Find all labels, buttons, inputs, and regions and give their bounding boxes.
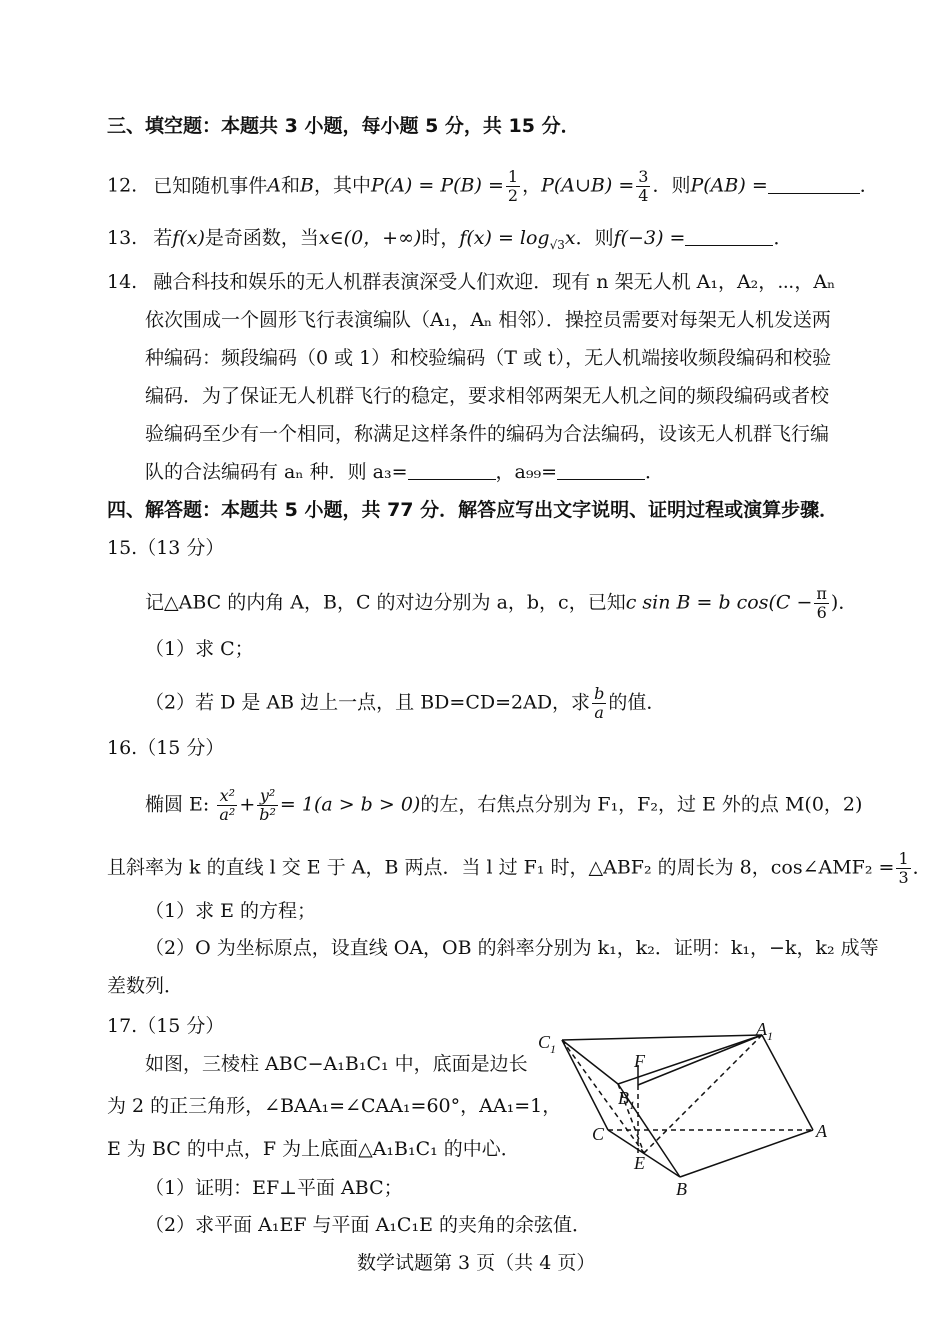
q15-part-2-text: （2）若 D 是 AB 边上一点，且 BD=CD=2AD，求 bbox=[145, 691, 591, 714]
q16-condition: = 1(a > b > 0) bbox=[279, 793, 421, 816]
q16-stem-text-2: 的左，右焦点分别为 F₁，F₂，过 E 外的点 M(0，2) bbox=[420, 793, 863, 816]
edge-f-a1 bbox=[638, 1035, 762, 1085]
q14-text-a99: ，a₉₉= bbox=[495, 461, 558, 483]
q13-x: x bbox=[564, 227, 576, 249]
q17-part-1: （1）证明：EF⊥平面 ABC； bbox=[145, 1177, 403, 1199]
q12-text-2: ，其中 bbox=[314, 174, 372, 197]
q15-number: 15.（13 分） bbox=[107, 537, 225, 559]
section-4-header: 四、解答题：本题共 5 小题，共 77 分．解答应写出文字说明、证明过程或演算步骤． bbox=[107, 499, 839, 521]
q13-text-2: 是奇函数，当 bbox=[204, 227, 319, 249]
question-14-line-4: 编码．为了保证无人机群飞行的稳定，要求相邻两架无人机之间的频段编码或者校 bbox=[145, 385, 830, 407]
edge-e-a1-hidden bbox=[644, 1035, 762, 1153]
q16-line-2-text: 且斜率为 k 的直线 l 交 E 于 A，B 两点．当 l 过 F₁ 时，△ABF₂ 的周长为 8，cos∠AMF₂ = bbox=[107, 856, 895, 879]
q17-line-3: E 为 BC 的中点，F 为上底面△A₁B₁C₁ 的中心． bbox=[107, 1138, 520, 1160]
q12-comma: ， bbox=[522, 174, 542, 197]
q13-end: ． bbox=[773, 227, 793, 249]
q15-part-2-end: 的值． bbox=[608, 691, 666, 714]
q14-a99-answer-blank[interactable] bbox=[557, 461, 645, 480]
label-c: C bbox=[592, 1124, 605, 1144]
q15-b-over-a: $\frac{b}{a}$ bbox=[594, 684, 605, 722]
q12-expr-1: P(A) = P(B) = bbox=[371, 174, 504, 197]
q14-end: ． bbox=[645, 461, 665, 483]
q14-text-1: 融合科技和娱乐的无人机群表演深受人们欢迎．现有 n 架无人机 A₁，A₂，⋯，Aₙ bbox=[153, 271, 836, 293]
q16-plus: + bbox=[239, 793, 256, 816]
question-14-line-5: 验编码至少有一个相同，称满足这样条件的编码为合法编码，设该无人机群飞行编 bbox=[145, 423, 830, 445]
q13-ask: f(−3) = bbox=[613, 227, 686, 249]
label-c1: $C_1$ bbox=[538, 1032, 557, 1056]
edge-a1-a bbox=[762, 1035, 813, 1130]
q12-event-b: B bbox=[300, 174, 314, 197]
q16-number: 16.（15 分） bbox=[107, 737, 225, 759]
q12-text: 已知随机事件 bbox=[153, 174, 268, 197]
page-footer: 数学试题第 3 页（共 4 页） bbox=[357, 1252, 596, 1274]
q13-answer-blank[interactable] bbox=[685, 227, 773, 246]
q13-log-base: √3 bbox=[549, 237, 565, 252]
q12-fraction-half: $\frac{1}{2}$ bbox=[507, 167, 519, 205]
q16-part-2-cont: 差数列． bbox=[107, 975, 184, 997]
q12-end: ． bbox=[859, 174, 879, 197]
q16-part-1: （1）求 E 的方程； bbox=[145, 900, 317, 922]
q16-stem bbox=[145, 787, 862, 824]
q12-event-a: A bbox=[267, 174, 282, 197]
q13-number: 13. bbox=[107, 227, 138, 249]
q15-stem-text: 记△ABC 的内角 A，B，C 的对边分别为 a，b，c，已知 bbox=[145, 591, 626, 614]
q16-line-2 bbox=[107, 850, 932, 887]
edge-c1-c bbox=[562, 1040, 608, 1130]
question-14-line-6 bbox=[145, 459, 664, 485]
edge-a-b bbox=[680, 1130, 813, 1177]
question-12 bbox=[107, 168, 879, 205]
q17-part-2: （2）求平面 A₁EF 与平面 A₁C₁E 的夹角的余弦值． bbox=[145, 1214, 591, 1236]
triangular-prism-figure bbox=[530, 1015, 850, 1200]
q16-y2-over-b2: $\frac{\text{y²}}{\text{b²}}$ bbox=[259, 786, 276, 824]
q14-text-a3: 队的合法编码有 aₙ 种．则 a₃= bbox=[145, 461, 408, 483]
label-a1: $A_1$ bbox=[756, 1019, 773, 1043]
q17-line-2: 为 2 的正三角形，∠BAA₁=∠CAA₁=60°，AA₁=1， bbox=[107, 1095, 562, 1117]
edge-c1-a1 bbox=[562, 1035, 762, 1040]
q16-one-third: $\frac{1}{3}$ bbox=[898, 849, 909, 887]
q13-condition: x∈(0，+∞) bbox=[318, 227, 422, 249]
q12-answer-blank[interactable] bbox=[768, 175, 860, 194]
q15-part-1: （1）求 C； bbox=[145, 638, 254, 660]
q12-expr-2: P(A∪B) = bbox=[541, 174, 635, 197]
q13-text-4: ．则 bbox=[575, 227, 614, 249]
question-14-line-2: 依次围成一个圆形飞行表演编队（A₁，Aₙ 相邻）．操控员需要对每架无人机发送两 bbox=[145, 309, 831, 331]
q17-number: 17.（15 分） bbox=[107, 1015, 225, 1037]
q12-text-3: ．则 bbox=[652, 174, 691, 197]
q15-pi-over-6: $\frac{\pi}{6}$ bbox=[816, 584, 827, 622]
label-b1: $B_1$ bbox=[618, 1088, 635, 1112]
question-14-line-3: 种编码：频段编码（0 或 1）和校验编码（T 或 t），无人机端接收频段编码和校验 bbox=[145, 347, 832, 369]
q12-number: 12. bbox=[107, 174, 138, 197]
q13-text-1: 若 bbox=[153, 227, 173, 249]
q15-part-2 bbox=[145, 685, 665, 722]
q14-a3-answer-blank[interactable] bbox=[408, 461, 496, 480]
q13-text-3: 时， bbox=[421, 227, 460, 249]
q16-part-2: （2）O 为坐标原点，设直线 OA，OB 的斜率分别为 k₁，k₂．证明：k₁，−k，k₂ 成等 bbox=[145, 937, 879, 959]
q12-and: 和 bbox=[281, 174, 301, 197]
q17-line-1: 如图，三棱柱 ABC−A₁B₁C₁ 中，底面是边长 bbox=[145, 1053, 528, 1075]
label-e: E bbox=[634, 1153, 645, 1173]
label-a: A bbox=[816, 1121, 827, 1141]
q12-fraction-three-quarters: $\frac{3}{4}$ bbox=[638, 167, 649, 205]
question-14-line-1 bbox=[107, 269, 835, 295]
section-3-header: 三、填空题：本题共 3 小题，每小题 5 分，共 15 分． bbox=[107, 115, 580, 137]
q13-function: f(x) bbox=[172, 227, 205, 249]
q16-stem-text: 椭圆 E: bbox=[145, 793, 210, 816]
q16-x2-over-a2: $\frac{\text{x²}}{\text{a²}}$ bbox=[219, 786, 236, 824]
q15-stem bbox=[145, 585, 857, 622]
q12-expr-3: P(AB) = bbox=[690, 174, 768, 197]
q13-definition: f(x) = log bbox=[459, 227, 550, 249]
question-13 bbox=[107, 225, 792, 258]
q16-line-2-end: ． bbox=[912, 856, 932, 879]
q14-number: 14. bbox=[107, 271, 138, 293]
label-b: B bbox=[676, 1179, 687, 1199]
label-f: F bbox=[634, 1051, 645, 1071]
q15-equation: c sin B = b cos(C − bbox=[625, 591, 813, 614]
q15-equation-end: )． bbox=[830, 591, 858, 614]
